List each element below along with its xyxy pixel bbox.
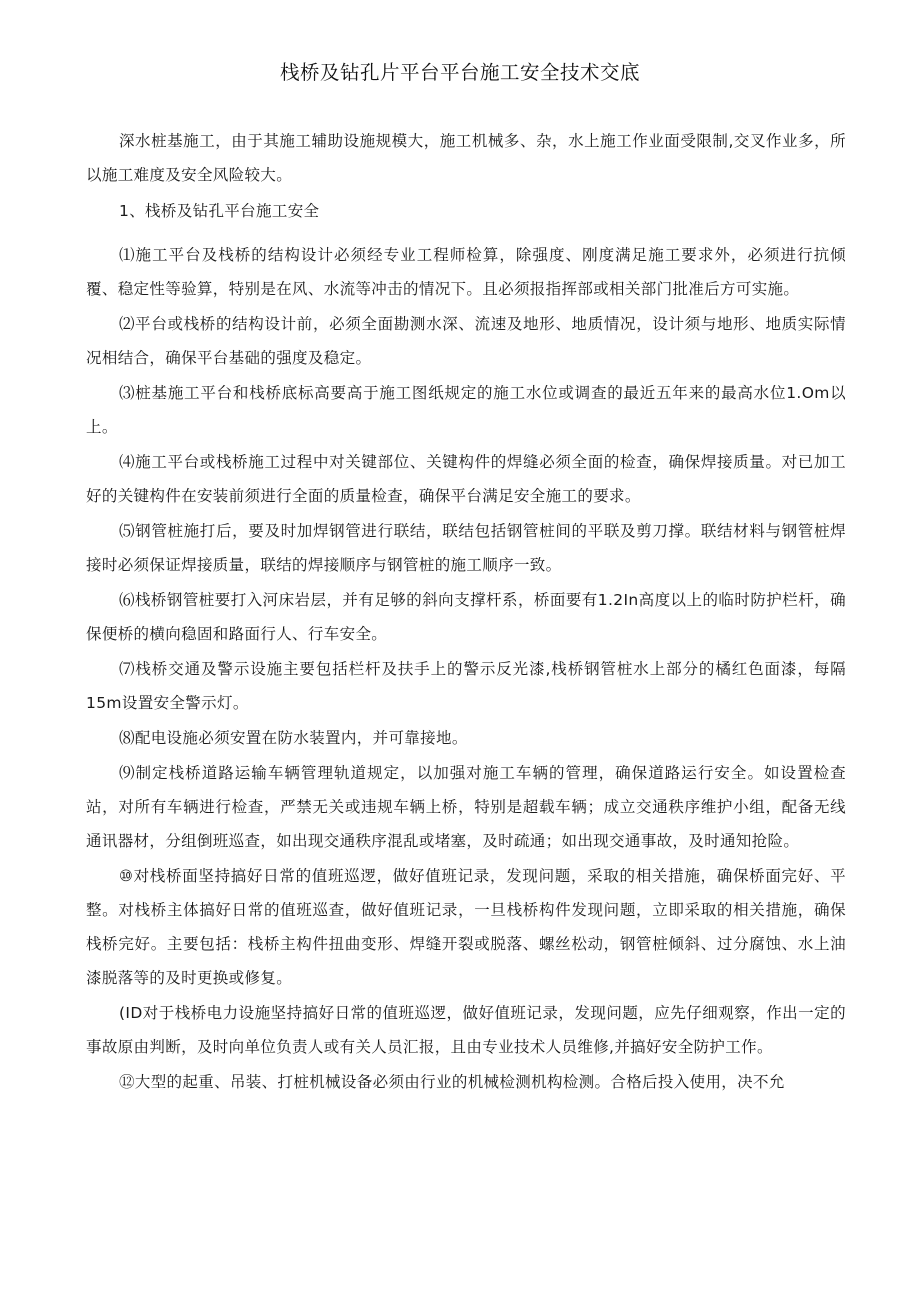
item-9-paragraph: ⑼制定栈桥道路运输车辆管理轨道规定，以加强对施工车辆的管理，确保道路运行安全。如设置检查站，对所有车辆进行检查，严禁无关或违规车辆上桥，特别是超载车辆；成立交通秩序维护小组，配备无线通讯器材，分组倒班巡查，如出现交通秩序混乱或堵塞，及时疏通；如出现交通事故，及时通知抢险。 bbox=[86, 764, 846, 850]
item-8-paragraph: ⑻配电设施必须安置在防水装置内，并可靠接地。 bbox=[119, 729, 468, 747]
intro-paragraph: 深水桩基施工，由于其施工辅助设施规模大，施工机械多、杂，水上施工作业面受限制,交叉作业多，所以施工难度及安全风险较大。 bbox=[86, 132, 846, 184]
section-heading: 1、栈桥及钻孔平台施工安全 bbox=[119, 202, 320, 220]
item-4-paragraph: ⑷施工平台或栈桥施工过程中对关键部位、关键构件的焊缝必须全面的检查，确保焊接质量。对已加工好的关键构件在安装前须进行全面的质量检查，确保平台满足安全施工的要求。 bbox=[86, 453, 846, 505]
item-6-paragraph: ⑹栈桥钢管桩要打入河床岩层，并有足够的斜向支撑杆系，桥面要有1.2In高度以上的临时防护栏杆，确保便桥的横向稳固和路面行人、行车安全。 bbox=[86, 591, 846, 643]
document-title: 栈桥及钻孔片平台平台施工安全技术交底 bbox=[279, 61, 640, 84]
item-10-paragraph: ⑩对栈桥面坚持搞好日常的值班巡逻，做好值班记录，发现问题，采取的相关措施，确保桥面完好、平整。对栈桥主体搞好日常的值班巡查，做好值班记录，一旦栈桥构件发现问题，立即采取的相关措施，确保栈桥完好。主要包括：栈桥主构件扭曲变形、焊缝开裂或脱落、螺丝松动，钢管桩倾斜、过分腐蚀、水上油漆脱落等的及时更换或修复。 bbox=[86, 867, 846, 987]
item-2-paragraph: ⑵平台或栈桥的结构设计前，必须全面勘测水深、流速及地形、地质情况，设计须与地形、地质实际情况相结合，确保平台基础的强度及稳定。 bbox=[86, 315, 846, 367]
item-7-paragraph: ⑺栈桥交通及警示设施主要包括栏杆及扶手上的警示反光漆,栈桥钢管桩水上部分的橘红色面漆，每隔15m设置安全警示灯。 bbox=[86, 660, 846, 712]
item-11-paragraph: (ID对于栈桥电力设施坚持搞好日常的值班巡逻，做好值班记录，发现问题，应先仔细观察，作出一定的事故原由判断，及时向单位负责人或有关人员汇报，且由专业技术人员维修,并搞好安全防护工作。 bbox=[86, 1004, 846, 1056]
item-1-paragraph: ⑴施工平台及栈桥的结构设计必须经专业工程师检算，除强度、刚度满足施工要求外，必须进行抗倾覆、稳定性等验算，特别是在风、水流等冲击的情况下。且必须报指挥部或相关部门批准后方可实施。 bbox=[86, 246, 846, 298]
document-body bbox=[86, 124, 846, 1100]
item-12-paragraph: ⑫大型的起重、吊装、打桩机械设备必须由行业的机械检测机构检测。合格后投入使用，决不允 bbox=[119, 1073, 785, 1091]
item-3-paragraph: ⑶桩基施工平台和栈桥底标高要高于施工图纸规定的施工水位或调查的最近五年来的最高水位1.Om以上。 bbox=[86, 384, 846, 436]
item-5-paragraph: ⑸钢管桩施打后，要及时加焊钢管进行联结，联结包括钢管桩间的平联及剪刀撑。联结材料与钢管桩焊接时必须保证焊接质量，联结的焊接顺序与钢管桩的施工顺序一致。 bbox=[86, 522, 846, 574]
